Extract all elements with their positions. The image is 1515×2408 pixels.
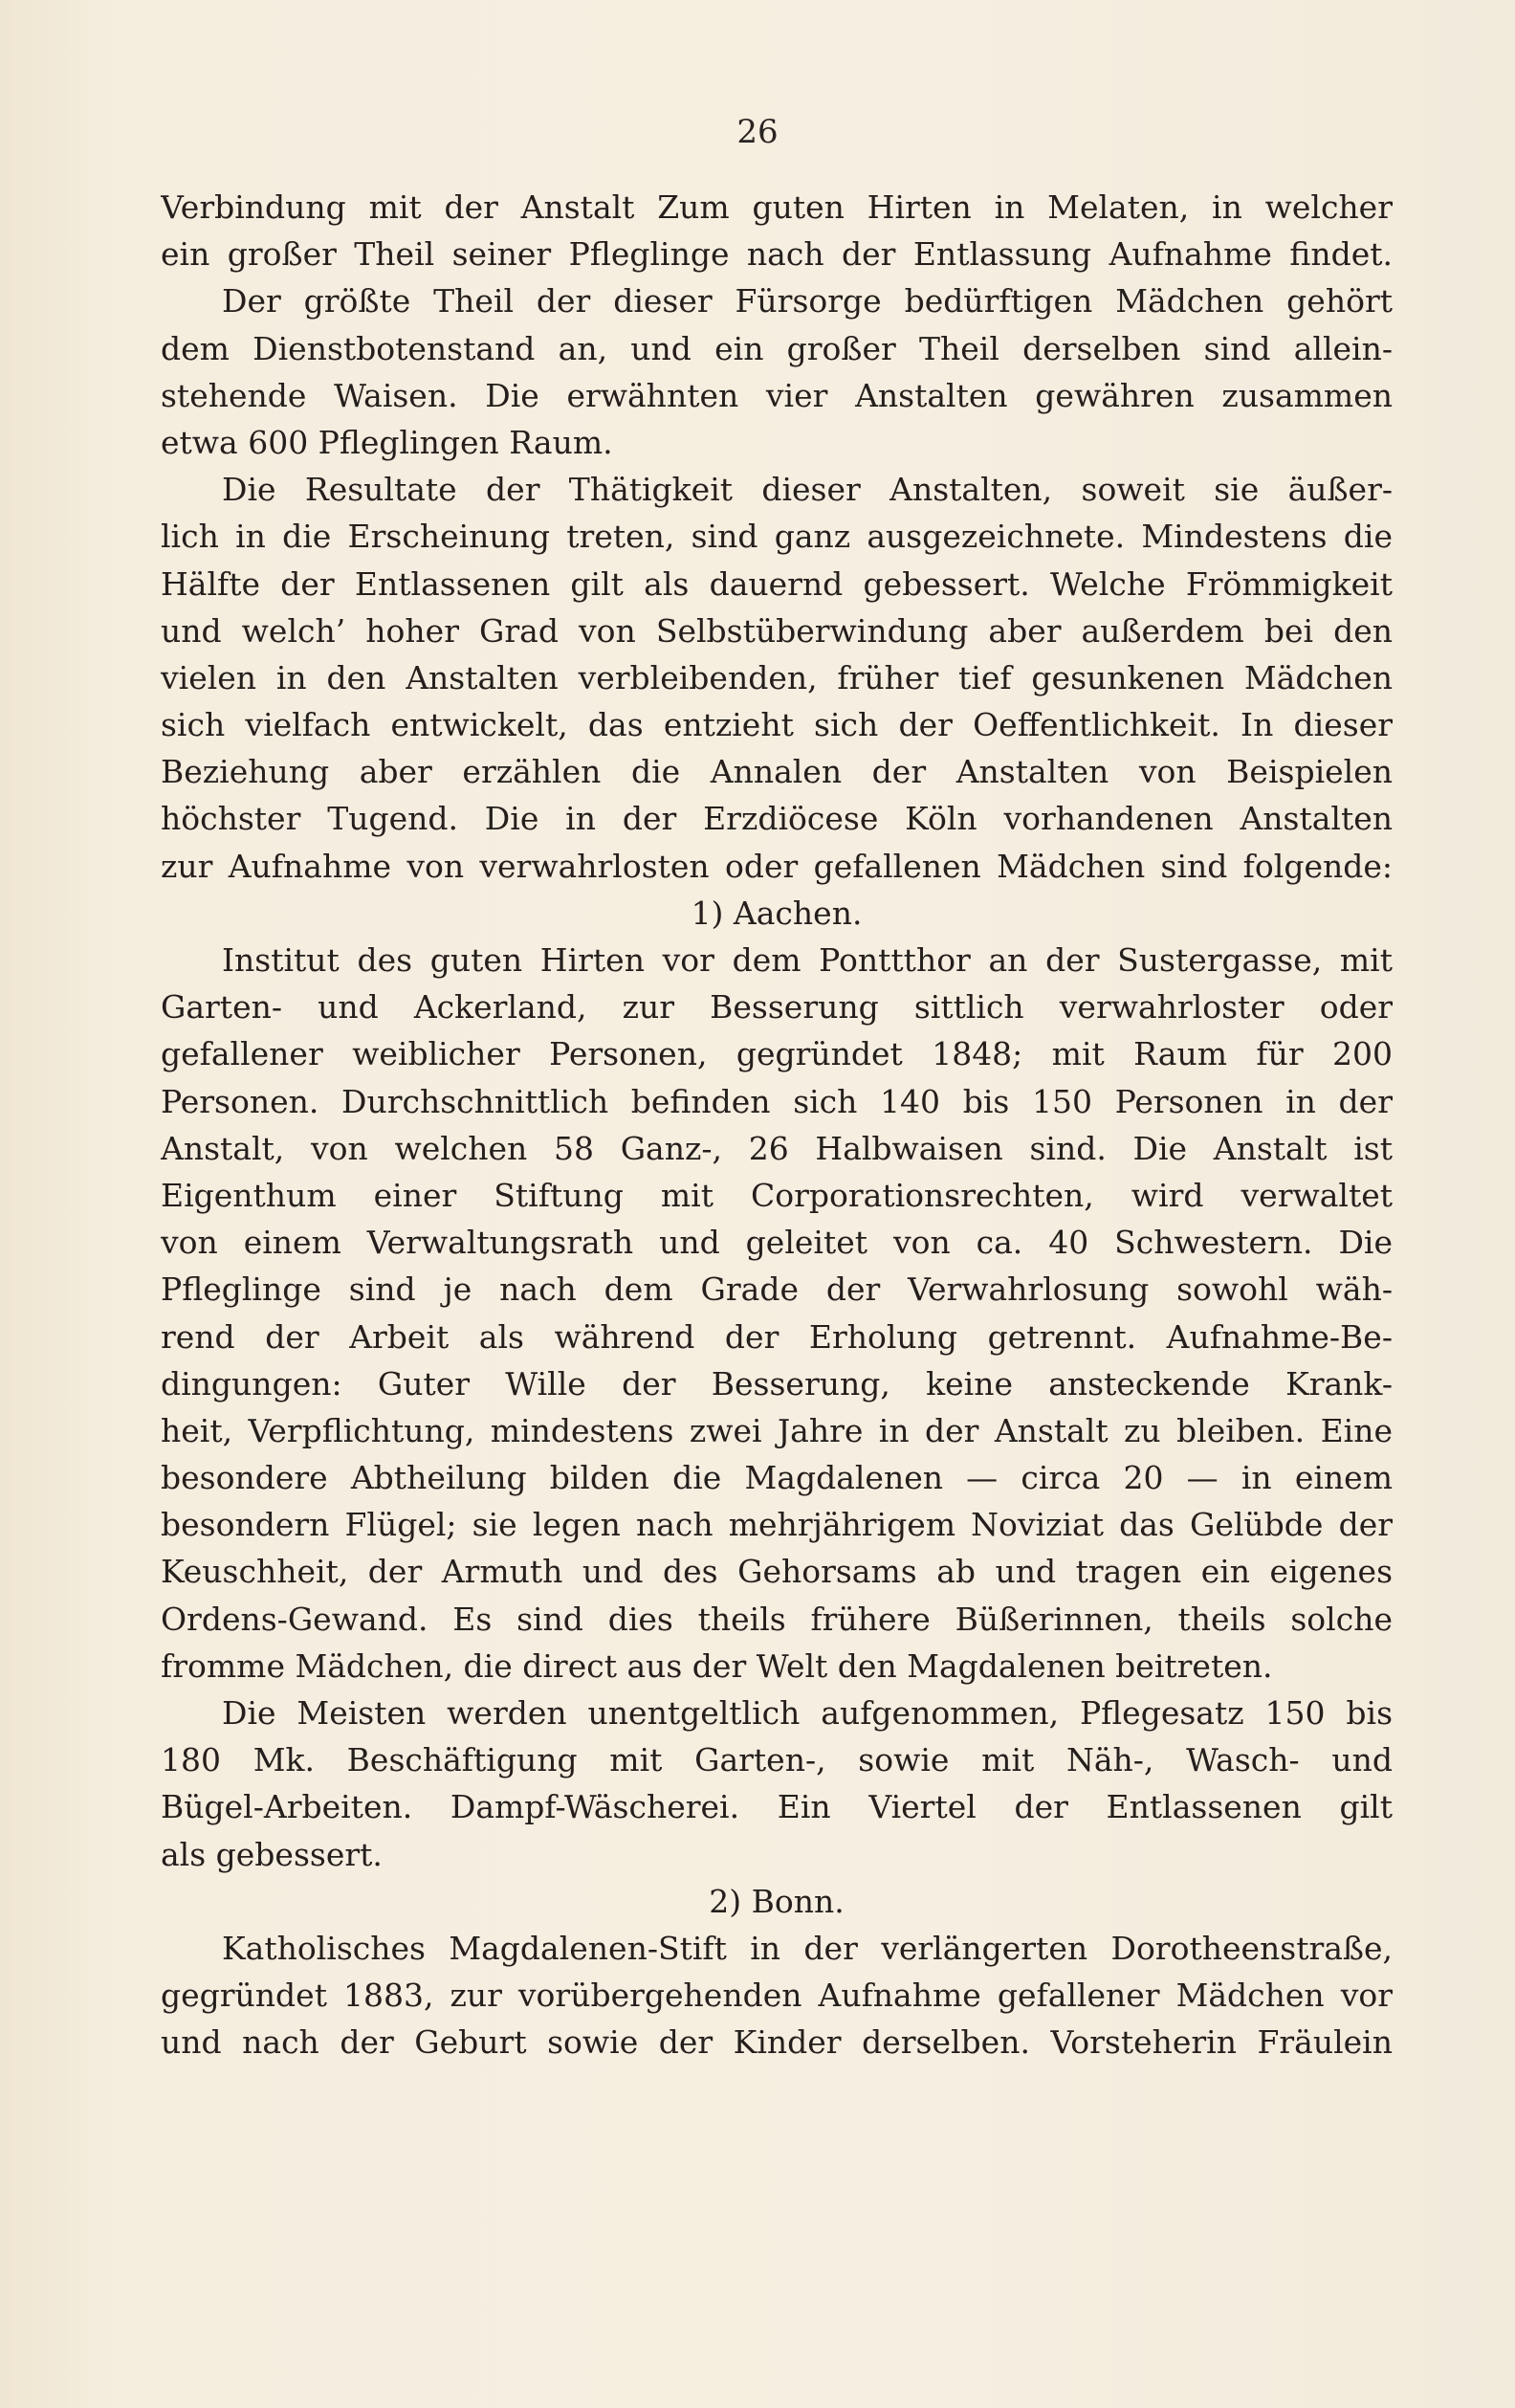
text-line: dingungen: Guter Wille der Besserung, keine ansteckende Krank- <box>161 1364 1393 1403</box>
text-line: zur Aufnahme von verwahrlosten oder gefallenen Mädchen sind folgende: <box>161 847 1393 885</box>
text-line: Eigenthum einer Stiftung mit Corporationsrechten, wird verwaltet <box>161 1176 1393 1214</box>
text-line: von einem Verwaltungsrath und geleitet von ca. 40 Schwestern. Die <box>161 1224 1393 1262</box>
text-line: besondern Flügel; sie legen nach mehrjährigem Noviziat das Gelübde der <box>161 1506 1393 1544</box>
section-heading: 1) Aachen. <box>691 894 863 932</box>
text-line: gegründet 1883, zur vorübergehenden Aufnahme gefallener Mädchen vor <box>161 1977 1393 2015</box>
text-line: lich in die Erscheinung treten, sind ganz ausgezeichnete. Mindestens die <box>161 518 1393 556</box>
section-heading: 2) Bonn. <box>709 1882 845 1920</box>
text-line: und welch’ hoher Grad von Selbstüberwindung aber außerdem bei den <box>161 611 1393 650</box>
text-line: rend der Arbeit als während der Erholung getrennt. Aufnahme-Be- <box>161 1317 1393 1356</box>
text-line: und nach der Geburt sowie der Kinder derselben. Vorsteherin Fräulein <box>161 2023 1393 2062</box>
text-line: 180 Mk. Beschäftigung mit Garten-, sowie mit Näh-, Wasch- und <box>161 1741 1393 1779</box>
text-line: Die Meisten werden unentgeltlich aufgenommen, Pflegesatz 150 bis <box>222 1694 1393 1732</box>
text-line: Garten- und Ackerland, zur Besserung sittlich verwahrloster oder <box>161 988 1393 1027</box>
text-line: stehende Waisen. Die erwähnten vier Anstalten gewähren zusammen <box>161 376 1393 414</box>
text-line: etwa 600 Pfleglingen Raum. <box>161 423 613 461</box>
text-line: Verbindung mit der Anstalt Zum guten Hirten in Melaten, in welcher <box>161 188 1393 226</box>
text-line: heit, Verpflichtung, mindestens zwei Jahre in der Anstalt zu bleiben. Eine <box>161 1411 1393 1449</box>
text-line: dem Dienstbotenstand an, und ein großer Theil derselben sind allein- <box>161 329 1393 367</box>
text-line: gefallener weiblicher Personen, gegründet 1848; mit Raum für 200 <box>161 1035 1393 1073</box>
text-line: vielen in den Anstalten verbleibenden, früher tief gesunkenen Mädchen <box>161 658 1393 696</box>
text-line: Institut des guten Hirten vor dem Ponttthor an der Sustergasse, mit <box>222 941 1393 979</box>
text-line: fromme Mädchen, die direct aus der Welt den Magdalenen beitreten. <box>161 1646 1273 1685</box>
text-line: Hälfte der Entlassenen gilt als dauernd gebessert. Welche Frömmigkeit <box>161 564 1393 603</box>
text-line: Personen. Durchschnittlich befinden sich 140 bis 150 Personen in der <box>161 1082 1393 1120</box>
page-number: 26 <box>736 113 779 151</box>
text-line: Keuschheit, der Armuth und des Gehorsams ab und tragen ein eigenes <box>161 1553 1393 1591</box>
text-line: Beziehung aber erzählen die Annalen der Anstalten von Beispielen <box>161 753 1393 791</box>
body-text <box>161 184 1393 2066</box>
text-line: Die Resultate der Thätigkeit dieser Anstalten, soweit sie äußer- <box>222 471 1393 509</box>
text-line: sich vielfach entwickelt, das entzieht sich der Oeffentlichkeit. In dieser <box>161 706 1393 744</box>
text-line: ein großer Theil seiner Pfleglinge nach der Entlassung Aufnahme findet. <box>161 235 1393 274</box>
text-line: Anstalt, von welchen 58 Ganz-, 26 Halbwaisen sind. Die Anstalt ist <box>161 1129 1393 1167</box>
text-line: als gebessert. <box>161 1835 383 1873</box>
text-line: höchster Tugend. Die in der Erzdiöcese Köln vorhandenen Anstalten <box>161 800 1393 838</box>
text-line: besondere Abtheilung bilden die Magdalenen — circa 20 — in einem <box>161 1459 1393 1497</box>
text-line: Pfleglinge sind je nach dem Grade der Verwahrlosung sowohl wäh- <box>161 1270 1393 1309</box>
text-line: Bügel-Arbeiten. Dampf-Wäscherei. Ein Viertel der Entlassenen gilt <box>161 1788 1393 1826</box>
text-line: Der größte Theil der dieser Fürsorge bedürftigen Mädchen gehört <box>222 282 1393 320</box>
text-line: Katholisches Magdalenen-Stift in der verlängerten Dorotheenstraße, <box>222 1929 1393 1967</box>
text-line: Ordens-Gewand. Es sind dies theils frühere Büßerinnen, theils solche <box>161 1600 1393 1638</box>
